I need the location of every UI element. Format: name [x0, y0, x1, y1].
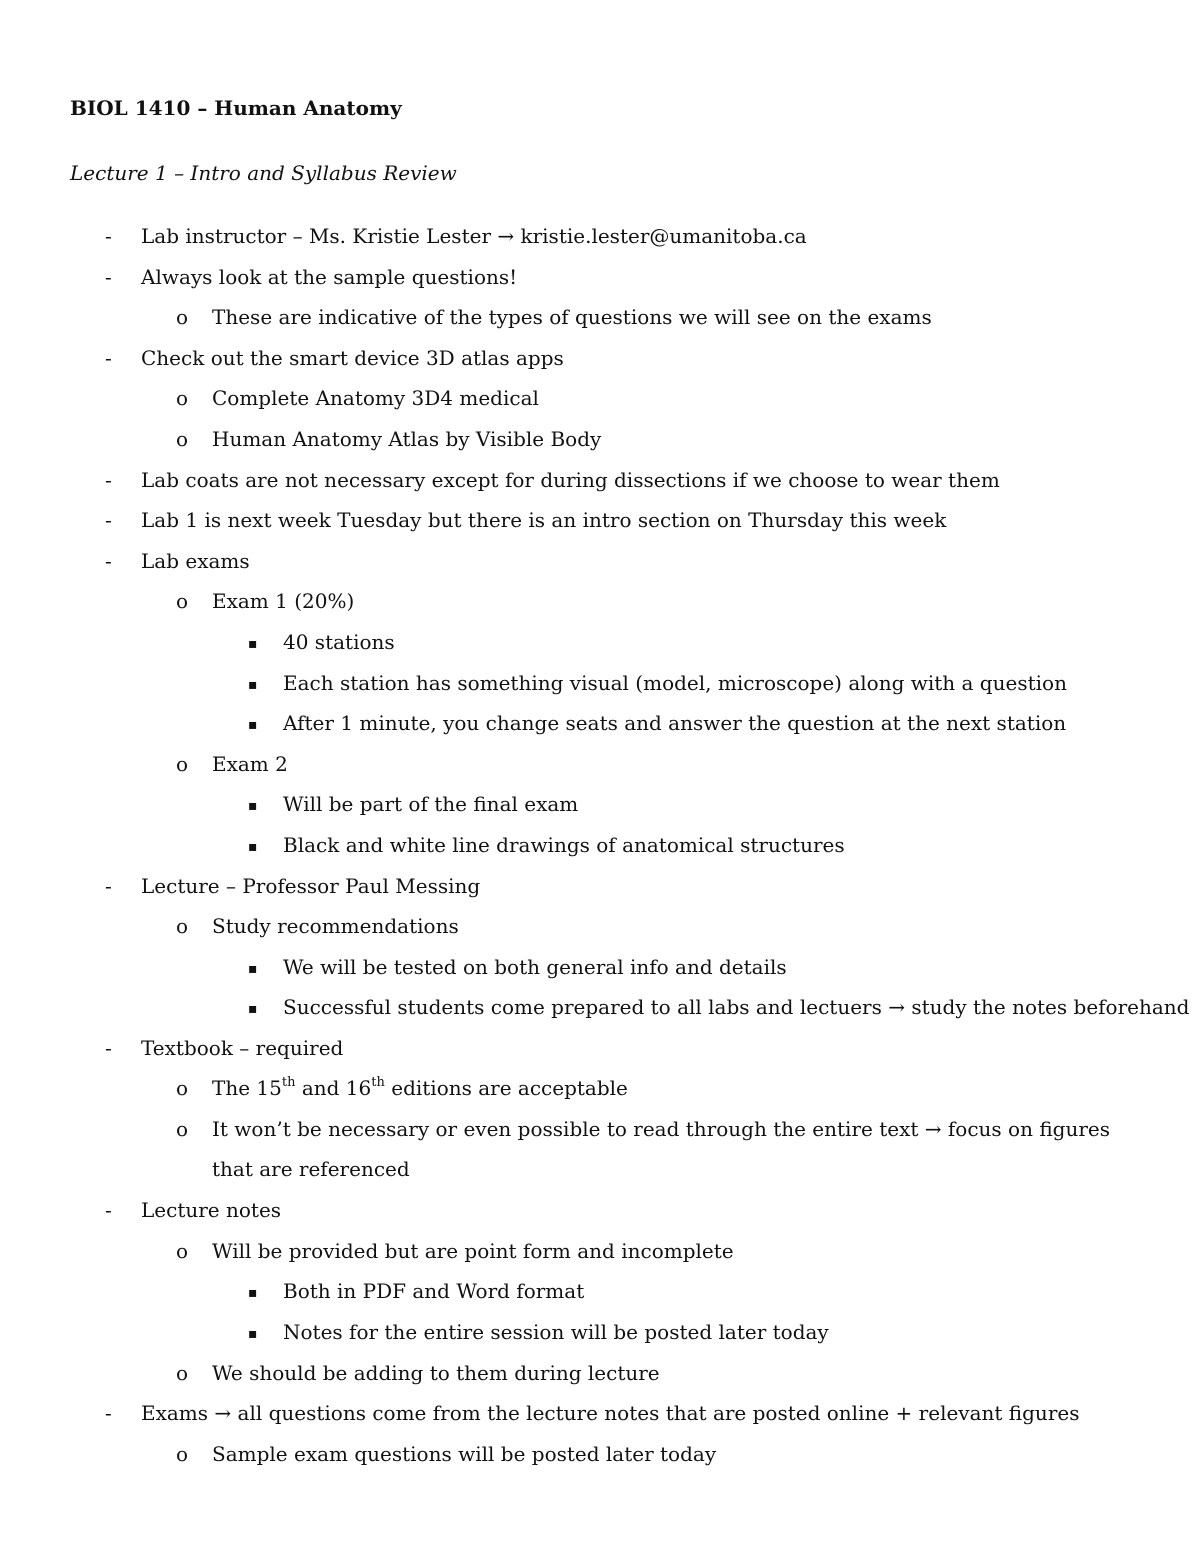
square-bullet: ▪ [248, 798, 258, 815]
dash-bullet: - [105, 345, 112, 370]
dash-bullet: - [105, 1198, 112, 1223]
list-item [0, 466, 1200, 507]
item-text: The 15th and 16th editions are acceptable [212, 1074, 628, 1101]
item-text: Black and white line drawings of anatomical structures [283, 832, 845, 857]
list-item [0, 1237, 1200, 1278]
arrow-icon: → [924, 1117, 942, 1142]
item-text: Exams → all questions come from the lecture notes that are posted online + relevant figures [141, 1401, 1080, 1426]
list-item [0, 263, 1200, 304]
dash-bullet: - [105, 873, 112, 898]
item-text: Both in PDF and Word format [283, 1279, 585, 1304]
item-text: Always look at the sample questions! [141, 264, 518, 289]
list-item [0, 669, 1200, 710]
list-item [0, 1115, 1200, 1196]
item-text: Lab 1 is next week Tuesday but there is an intro section on Thursday this week [141, 508, 947, 533]
item-text: Lecture – Professor Paul Messing [141, 873, 481, 898]
list-item [0, 1359, 1200, 1400]
item-text: Lab coats are not necessary except for during dissections if we choose to wear them [141, 467, 1000, 492]
item-text: 40 stations [283, 629, 395, 654]
item-text: It won’t be necessary or even possible to read through the entire text → focus on figures that are referenced [212, 1117, 1110, 1182]
item-text: Textbook – required [141, 1035, 344, 1060]
item-text: After 1 minute, you change seats and answer the question at the next station [283, 711, 1067, 736]
dash-bullet: - [105, 1401, 112, 1426]
dash-bullet: - [105, 264, 112, 289]
list-item [0, 1277, 1200, 1318]
item-text: Lab instructor – Ms. Kristie Lester → kristie.lester@umanitoba.ca [141, 224, 807, 248]
list-item [0, 1399, 1200, 1440]
item-text: Successful students come prepared to all labs and lectuers → study the notes beforehand [283, 995, 1190, 1020]
square-bullet: ▪ [248, 1001, 258, 1018]
list-item [0, 1318, 1200, 1359]
notes-list [0, 222, 1200, 1480]
circle-bullet: o [176, 426, 189, 451]
circle-bullet: o [176, 914, 189, 939]
item-text: Will be provided but are point form and incomplete [212, 1238, 734, 1263]
circle-bullet: o [176, 305, 189, 330]
list-item [0, 547, 1200, 588]
list-item [0, 628, 1200, 669]
list-item [0, 790, 1200, 831]
square-bullet: ▪ [248, 838, 258, 855]
item-text: We should be adding to them during lecture [212, 1360, 660, 1385]
circle-bullet: o [176, 589, 189, 614]
item-text: Exam 2 [212, 751, 288, 776]
circle-bullet: o [176, 1117, 189, 1142]
item-text: Lecture notes [141, 1198, 282, 1223]
square-bullet: ▪ [248, 676, 258, 693]
item-text: Study recommendations [212, 914, 459, 939]
item-text: Check out the smart device 3D atlas apps [141, 345, 564, 370]
list-item [0, 222, 1200, 263]
square-bullet: ▪ [248, 717, 258, 734]
item-text: Exam 1 (20%) [212, 589, 355, 614]
list-item [0, 953, 1200, 994]
list-item [0, 872, 1200, 913]
item-text: Human Anatomy Atlas by Visible Body [212, 426, 602, 451]
arrow-icon: → [888, 995, 905, 1020]
list-item [0, 506, 1200, 547]
item-text: Notes for the entire session will be posted later today [283, 1320, 829, 1345]
dash-bullet: - [105, 224, 112, 248]
item-text: We will be tested on both general info and details [283, 954, 787, 979]
item-text: Complete Anatomy 3D4 medical [212, 386, 539, 411]
lecture-subtitle: Lecture 1 – Intro and Syllabus Review [70, 161, 457, 185]
list-item [0, 303, 1200, 344]
dash-bullet: - [105, 467, 112, 492]
circle-bullet: o [176, 1360, 189, 1385]
circle-bullet: o [176, 751, 189, 776]
square-bullet: ▪ [248, 960, 258, 977]
arrow-icon: → [497, 224, 515, 248]
circle-bullet: o [176, 1441, 189, 1466]
list-item [0, 1196, 1200, 1237]
dash-bullet: - [105, 548, 112, 573]
dash-bullet: - [105, 508, 112, 533]
list-item [0, 993, 1200, 1034]
document-title: BIOL 1410 – Human Anatomy [70, 96, 402, 120]
list-item [0, 344, 1200, 385]
item-text: Each station has something visual (model, microscope) along with a question [283, 670, 1067, 695]
square-bullet: ▪ [248, 635, 258, 652]
item-text: Sample exam questions will be posted later today [212, 1441, 717, 1466]
item-text: Lab exams [141, 548, 250, 573]
square-bullet: ▪ [248, 1285, 258, 1302]
list-item [0, 912, 1200, 953]
circle-bullet: o [176, 386, 189, 411]
list-item [0, 384, 1200, 425]
list-item [0, 1440, 1200, 1481]
dash-bullet: - [105, 1035, 112, 1060]
item-text: These are indicative of the types of questions we will see on the exams [212, 305, 932, 330]
arrow-icon: → [214, 1401, 232, 1426]
item-text: Will be part of the final exam [283, 792, 579, 817]
list-item [0, 709, 1200, 750]
circle-bullet: o [176, 1238, 189, 1263]
circle-bullet: o [176, 1076, 189, 1101]
list-item [0, 831, 1200, 872]
list-item [0, 750, 1200, 791]
square-bullet: ▪ [248, 1326, 258, 1343]
list-item [0, 587, 1200, 628]
list-item [0, 425, 1200, 466]
list-item [0, 1034, 1200, 1075]
